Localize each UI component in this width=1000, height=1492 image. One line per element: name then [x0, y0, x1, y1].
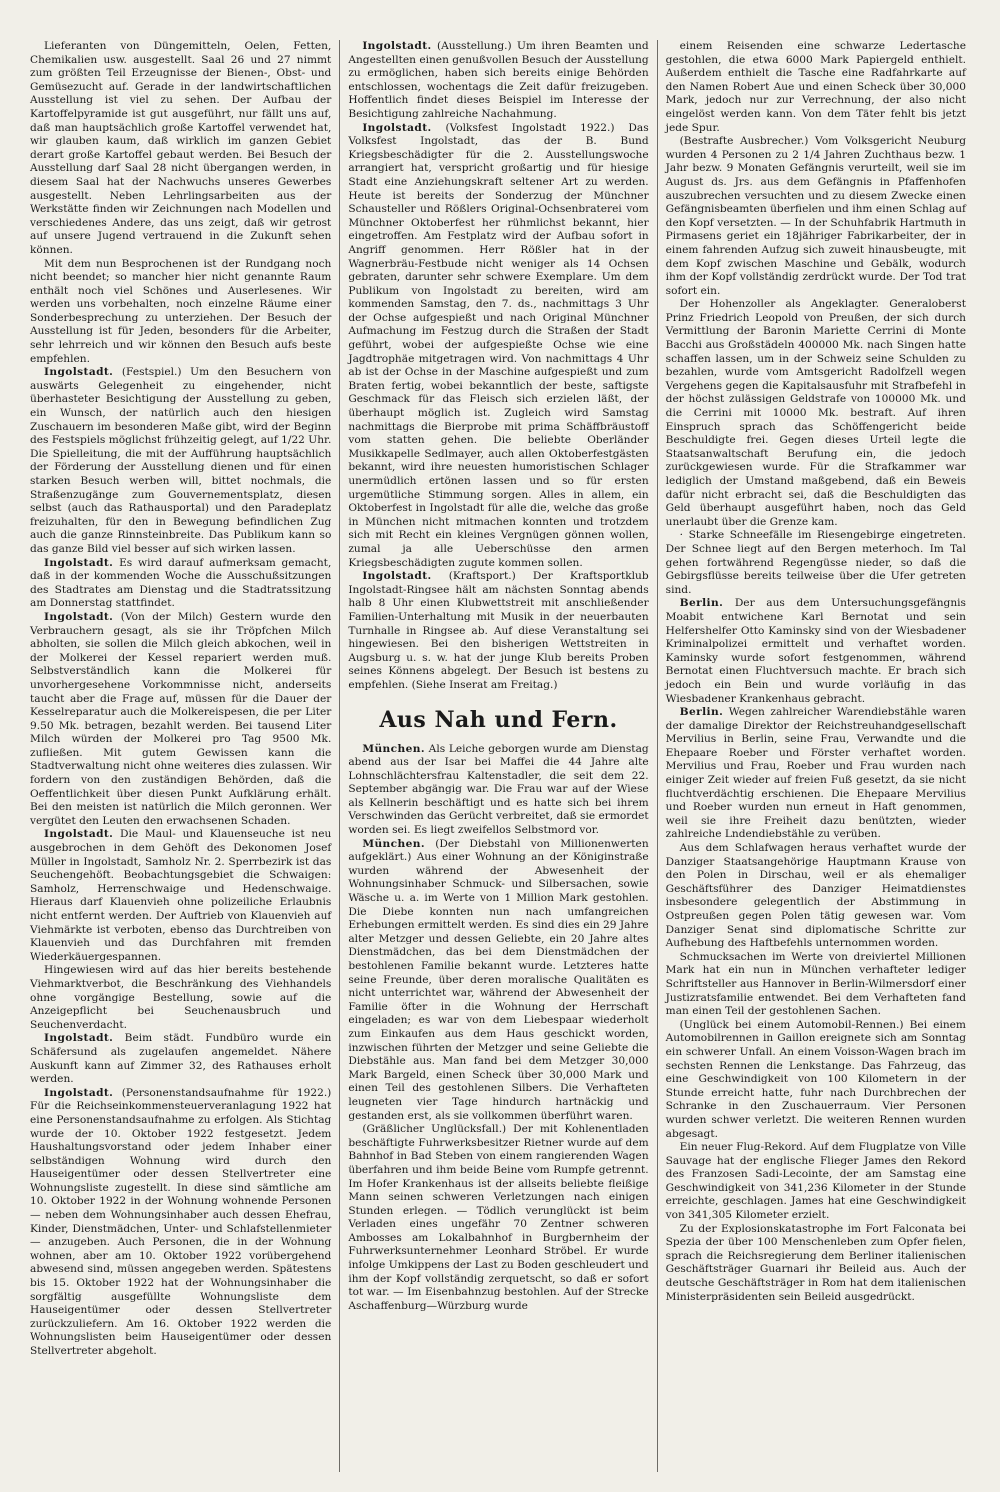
article-paragraph	[666, 1223, 966, 1305]
article-text: (Unglück bei einem Automobil-Rennen.) Bei einem Automobilrennen in Gaillon ereignete sich am Sonntag ein schwerer Unfall. An einem Voisson-Wagen brach im sechsten Rennen die Lenkstange. Das Fahrzeug, das eine Geschwindigkeit von 100 Kilometern in der Stunde erreicht hatte, fuhr nach Durchbrechen der Schranke in den Zuschauerraum. Vier Personen wurden schwer verletzt. Die weiteren Rennen wurden abgesagt.	[665, 1018, 966, 1140]
article-paragraph	[30, 557, 331, 611]
article-text: Die Maul- und Klauenseuche ist neu ausgebrochen in dem Gehöft des Dekonomen Josef Müller in Ingolstadt, Samholz Nr. 2. Sperrbezirk ist das Seuchengehöft. Beobachtungsgebiet die Schwaigen: Samholz, Herrenschwaige und Hedenschwaige. Hieraus darf Klauenvieh ohne polizeiliche Erlaubnis nicht entfernt werden. Der Auftrieb von Klauenvieh auf Viehmärkte ist verboten, ebenso das Durchtreiben von Klauenvieh und das Durchfahren mit fremden Wiederkäuergespannen.	[30, 828, 332, 963]
article-paragraph	[666, 842, 966, 951]
dateline: Berlin.	[679, 597, 724, 610]
dateline: München.	[362, 837, 425, 850]
article-text: Hingewiesen wird auf das hier bereits bestehende Viehmarktverbot, die Beschränkung des Viehhandels ohne vorgängige Bestellung, sowie auf die Anzeigepflicht bei Seuchenausbruch und Seuchenverdacht.	[30, 964, 332, 1031]
article-paragraph	[348, 1123, 648, 1313]
dateline: Ingolstadt.	[362, 40, 432, 52]
article-text: Mit dem nun Besprochenen ist der Rundgang noch nicht beendet; so mancher hier nicht genannte Raum enthält noch viel Schönes und Auserlesenes. Wir werden uns vorbehalten, noch einzelne Räume einer Sonderbesprechung zu unterziehen. Der Besuch der Ausstellung ist für Jeden, besonders für die Arbeiter, sehr lehrreich und wir können den Besuch aufs beste empfehlen.	[30, 257, 332, 365]
section-heading: Aus Nah und Fern.	[379, 706, 618, 733]
article-text: einem Reisenden eine schwarze Ledertasche gestohlen, die etwa 6000 Mark Papiergeld enthielt. Außerdem enthielt die Tasche eine Radfahrkarte auf den Namen Robert Aue und einen Scheck über 30,000 Mark, jedoch nur zur Verrechnung, der also nicht eingelöst werden kann. Von dem Täter fehlt bis jetzt jede Spur.	[665, 40, 966, 134]
dateline: Ingolstadt.	[362, 570, 432, 583]
article-text: Schmucksachen im Werte von dreiviertel Millionen Mark hat ein nun in München verhafteter lediger Schriftsteller aus Hannover in Berlin-Wilmersdorf einer Justizratsfamilie entwendet. Bei dem Verhafteten fand man einen Teil der gestohlenen Sachen.	[665, 950, 966, 1018]
article-text: (Von der Milch) Gestern wurde den Verbrauchern gesagt, als sie ihr Tröpfchen Milch abholten, sie sollen die Milch gleich abkochen, weil in der Molkerei der Kessel repariert werden muß. Selbstverständlich kann die Molkerei für unvorhergesehene Vorkommnisse nicht, anderseits taucht aber die Frage auf, müssen für die Dauer der Kesselreparatur auch die Molkereispesen, die per Liter 9.50 Mk. betragen, bezahlt werden. Bei tausend Liter Milch würden der Molkerei pro Tag 9500 Mk. zufließen. Mit gutem Gewissen kann die Stadtverwaltung nicht ohne weiteres dies zulassen. Wir fordern von den zuständigen Behörden, daß die Oeffentlichkeit über diesen Punkt Aufklärung erhält. Bei den meisten ist natürlich die Milch geronnen. Wer vergütet den Leuten den erwachsenen Schaden.	[30, 610, 332, 827]
article-text: Lieferanten von Düngemitteln, Oelen, Fetten, Chemikalien usw. ausgestellt. Saal 26 und 27 nimmt zum größten Teil Erzeugnisse der Bienen-, Obst- und Gemüsezucht auf. Gerade in der landwirtschaftlichen Ausstellung ist viel zu sehen. Der Aufbau der Kartoffelpyramide ist gut ausgeführt, nur fällt uns auf, daß man hauptsächlich große Kartoffel verwendet hat, wir glauben kaum, daß wirklich im ganzen Gebiet derart große Kartoffel gebaut werden. Bei Besuch der Ausstellung darf Saal 28 nicht übergangen werden, in diesem Saal hat der Nachwuchs unseres Gewerbes ausgestellt. Neben Lehrlingsarbeiten aus der Werkstätte finden wir Zeichnungen nach Modellen und verschiedenes Andere, das uns zeigt, daß wir getrost auf unsere Jugend vertrauend in die Zukunft sehen können.	[30, 40, 332, 256]
article-paragraph	[348, 570, 648, 692]
dateline: Ingolstadt.	[44, 366, 114, 379]
article-text: Ein neuer Flug-Rekord. Auf dem Flugplatze von Ville Sauvage hat der englische Flieger James den Rekord des Franzosen Sadi-Lecointe, der am Samstag eine Geschwindigkeit von 341,236 Kilometer in der Stunde erreichte, geschlagen. James hat eine Geschwindigkeit von 341,305 Kilometer erzielt.	[665, 1141, 966, 1222]
dateline: Ingolstadt.	[44, 610, 114, 623]
column-right	[657, 40, 974, 1472]
dateline: Ingolstadt.	[44, 828, 114, 841]
article-paragraph	[30, 1032, 331, 1086]
article-text: (Volksfest Ingolstadt 1922.) Das Volksfest Ingolstadt, das der B. Bund Kriegsbeschädigter für die 2. Ausstellungswoche arrangiert hat, verspricht großartig und für hiesige Stadt eine Anziehungskraft seltener Art zu werden. Heute ist bereits der Sonderzug der Münchner Schausteller und Rößlers Original-Ochsenbraterei vom Münchner Oktoberfest her rühmlichst bekannt, hier eingetroffen. Am Festplatz wird der Aufbau sofort in Angriff genommen. Herr Rößler hat in der Wagnerbräu-Festbude nicht weniger als 14 Ochsen gebraten, darunter sehr schwere Exemplare. Um dem Publikum von Ingolstadt zu bereiten, wird am kommenden Samstag, den 7. ds., nachmittags 3 Uhr der Ochse aufgespießt und nach Original Münchner Aufmachung im Festzug durch die Straßen der Stadt geführt, wobei der aufgespießte Ochse wie eine Jagdtrophäe mitgetragen wird. Von nachmittags 4 Uhr ab ist der Ochse in der Maschine aufgespießt und zum Braten fertig, wobei bekanntlich der beste, saftigste Geschmack für das Fleisch sich erzielen läßt, der überhaupt möglich ist. Zugleich wird Samstag nachmittags die Bierprobe mit prima Schäffbräustoff vom statten gehen. Die beliebte Oberländer Musikkapelle Sedlmayer, auch allen Oktoberfestgästen bekannt, wird ihre neuesten humoristischen Schlager unermüdlich ertönen lassen und so für ersten urgemütliche Stimmung sorgen. Alles in allem, ein Oktoberfest in Ingolstadt für alle die, welche das große in München nicht mitmachen konnten und trotzdem sich mit Recht ein kleines Vergnügen gönnen wollen, zumal ja alle Ueberschüsse den armen Kriegsbeschädigten zugute kommen sollen.	[348, 121, 649, 569]
article-text: (Festspiel.) Um den Besuchern von auswärts Gelegenheit zu eingehender, nicht überhasteter Besichtigung der Ausstellung zu geben, ein Wunsch, der natürlich auch den hiesigen Zuschauern im besonderen Maße gibt, wird der Beginn des Festspiels möglichst frühzeitig gelegt, auf 1/22 Uhr. Die Spielleitung, die mit der Aufführung hauptsächlich der Förderung der Ausstellung dienen und für einen starken Besuch werben will, bittet nochmals, die Straßenzugänge zum Gouvernementsplatz, diesen selbst (auch das Rathausportal) und den Paradeplatz freizuhalten, für den in Bewegung befindlichen Zug auch die ganze Rinnsteinbreite. Das Publikum kann so das ganze Bild viel besser auf sich wirken lassen.	[30, 366, 332, 555]
article-text: (Gräßlicher Unglücksfall.) Der mit Kohlenentladen beschäftigte Fuhrwerksbesitzer Rietner wurde auf dem Bahnhof in Bad Steben von einem rangierenden Wagen überfahren und ihm beide Beine vom Rumpfe getrennt. Im Hofer Krankenhaus ist der allseits beliebte fleißige Mann seinen schweren Verletzungen nach einigen Stunden erlegen. — Tödlich verunglückt ist beim Verladen eines ungefähr 70 Zentner schweren Ambosses am Lokalbahnhof in Burgbernheim der Fuhrwerksunternehmer Leonhard Ströbel. Er wurde infolge Umkippens der Last zu Boden geschleudert und ihm der Kopf vollständig zerquetscht, so daß er sofort tot war. — Im Eisenbahnzug bestohlen. Auf der Strecke Aschaffenburg—Würzburg wurde	[348, 1123, 649, 1312]
article-paragraph	[666, 597, 966, 706]
article-paragraph	[666, 1141, 966, 1223]
dateline: Ingolstadt.	[44, 556, 114, 569]
article-text: Beim städt. Fundbüro wurde ein Schäfersund als zugelaufen angemeldet. Nähere Auskunft kann auf Zimmer 32, des Rathauses erholt werden.	[30, 1032, 332, 1086]
dateline: Ingolstadt.	[44, 1032, 114, 1045]
article-text: Aus dem Schlafwagen heraus verhaftet wurde der Danziger Staatsangehörige Hauptmann Krause von den Polen in Dirschau, weil er als ehemaliger Geschäftsführer des Danziger Heimatdienstes insbesondere gelegentlich der Abstimmung in Ostpreußen gegen Polen tätig gewesen war. Vom Danziger Senat sind diplomatische Schritte zur Aufhebung des Haftbefehls unternommen worden.	[665, 842, 966, 950]
article-paragraph	[30, 828, 331, 964]
column-left	[22, 40, 339, 1472]
article-text: Der Hohenzoller als Angeklagter. Generaloberst Prinz Friedrich Leopold von Preußen, der sich durch Vermittlung der Baronin Mariette Cerrini di Monte Bacchi aus Großstädeln 400000 Mk. nach Singen hatte schaffen lassen, um in der Schweiz seine Schulden zu bezahlen, wurde vom Amtsgericht Radolfzell wegen Vergehens gegen die Kapitalsausfuhr mit Strafbefehl in der höchst zulässigen Geldstrafe von 100000 Mk. und die Cerrini mit 10000 Mk. bestraft. Auf ihren Einspruch sprach das Schöffengericht beide Beschuldigte frei. Gegen dieses Urteil legte die Staatsanwaltschaft Berufung ein, die jedoch zurückgewiesen wurde. Für die Strafkammer war lediglich der Umstand maßgebend, daß ein Beweis dafür nicht erbracht sei, daß die Beschuldigten das Geld überhaupt ausgeführt haben, noch das Geld unerlaubt über die Grenze kam.	[665, 298, 966, 528]
article-paragraph	[30, 964, 331, 1032]
article-paragraph	[666, 951, 966, 1019]
article-text: (Bestrafte Ausbrecher.) Vom Volksgericht Neuburg wurden 4 Personen zu 2 1/4 Jahren Zuchthaus bezw. 1 Jahr bezw. 9 Monaten Gefängnis verurteilt, weil sie im August ds. Jrs. aus dem Gefängnis in Pfaffenhofen auszubrechen versuchten und zu diesem Zwecke einen Gefängnisbeamten überfielen und ihm einen Schlag auf den Kopf versetzten. — In der Schuhfabrik Hartmuth in Pirmasens geriet ein 18jähriger Fabrikarbeiter, der in einem fahrenden Aufzug sich zuweit hinausbeugte, mit dem Kopf zwischen Maschine und Gebälk, wodurch ihm der Kopf vollständig zerdrückt wurde. Der Tod trat sofort ein.	[665, 135, 966, 297]
article-text: Der aus dem Untersuchungsgefängnis Moabit entwichene Karl Bernotat und sein Helfershelfer Otto Kaminsky sind von der Wiesbadener Kriminalpolizei ermittelt und verhaftet worden. Kaminsky wurde sofort festgenommen, während Bernotat einen Fluchtversuch machte. Er brach sich jedoch ein Bein und wurde vorläufig in das Wiesbadener Krankenhaus gebracht.	[665, 597, 966, 705]
article-text: Es wird darauf aufmerksam gemacht, daß in der kommenden Woche die Ausschußsitzungen des Stadtrates am Dienstag und die Stadtratssitzung am Donnerstag stattfindet.	[30, 556, 332, 610]
article-paragraph	[666, 1019, 966, 1141]
article-paragraph	[30, 258, 331, 367]
article-text: (Kraftsport.) Der Kraftsportklub Ingolstadt-Ringsee hält am nächsten Sonntag abends halb 8 Uhr einen Klubwettstreit mit anschließender Familien-Unterhaltung mit Musik in der neuerbauten Turnhalle in Ringsee ab. Auf diese Veranstaltung sei hingewiesen. Bei den bisherigen Wettstreiten in Augsburg u. s. w. hat der junge Klub bereits Proben seines Könnens abgelegt. Der Besuch ist bestens zu empfehlen. (Siehe Inserat am Freitag.)	[348, 570, 649, 691]
article-text: (Der Diebstahl von Millionenwerten aufgeklärt.) Aus einer Wohnung an der Königinstraße wurden während der Abwesenheit der Wohnungsinhaber Schmuck- und Silbersachen, sowie Wäsche u. a. im Werte von 1 Million Mark gestohlen. Die Diebe konnten nun nach umfangreichen Erhebungen ermittelt werden. Es sind dies ein 29 Jahre alter Metzger und dessen Geliebte, ein 20 Jahre altes Dienstmädchen, das bei dem Dienstmädchen der bestohlenen Familie bekannt wurde. Letzteres hatte seine Freunde, über deren moralische Qualitäten es nicht unterrichtet war, während der Abwesenheit der Familie öfter in die Wohnung der Herrschaft eingeladen; es war von dem Liebespaar wiederholt zum Einkaufen aus dem Haus geschickt worden, inzwischen führten der Metzger und seine Geliebte die Diebstähle aus. Man fand bei dem Metzger 30,000 Mark Bargeld, einen Scheck über 30,000 Mark und einen Teil des gestohlenen Silbers. Die Verhafteten leugneten vier Tage hindurch hartnäckig und gestanden erst, als sie vollkommen überführt waren.	[348, 837, 649, 1122]
article-paragraph	[30, 611, 331, 829]
article-paragraph	[348, 838, 648, 1123]
article-paragraph	[30, 40, 331, 258]
article-text: · Starke Schneefälle im Riesengebirge eingetreten. Der Schnee liegt auf den Bergen meterhoch. Im Tal gehen fortwährend Regengüsse nieder, so daß die Gebirgsflüsse bereits teilweise über die Ufer getreten sind.	[665, 529, 966, 596]
column-middle	[339, 40, 656, 1472]
article-paragraph	[30, 366, 331, 556]
article-text: (Personenstandsaufnahme für 1922.) Für die Reichseinkommensteuerveranlagung 1922 hat eine Personenstandsaufnahme zu erfolgen. Als Stichtag wurde der 10. Oktober 1922 festgesetzt. Jedem Haushaltungsvorstand oder jedem Inhaber einer selbständigen Wohnung wird durch den Hauseigentümer oder dessen Stellvertreter eine Wohnungsliste zugestellt. In diese sind sämtliche am 10. Oktober 1922 in der Wohnung wohnende Personen — neben dem Wohnungsinhaber auch dessen Ehefrau, Kinder, Dienstmädchen, Unter- und Schlafstellenmieter — anzugeben. Auch Personen, die in der Wohnung wohnen, aber am 10. Oktober 1922 vorübergehend abwesend sind, müssen angegeben werden. Spätestens bis 15. Oktober 1922 hat der Wohnungsinhaber die sorgfältig ausgefüllte Wohnungsliste dem Hauseigentümer oder dessen Stellvertreter zurückzuliefern. Am 16. Oktober 1922 werden die Wohnungslisten beim Hauseigentümer oder dessen Stellvertreter abgeholt.	[30, 1086, 332, 1357]
article-paragraph	[666, 135, 966, 298]
article-paragraph	[348, 40, 648, 122]
article-paragraph	[666, 529, 966, 597]
article-paragraph	[348, 743, 648, 838]
article-text: (Ausstellung.) Um ihren Beamten und Angestellten einen genußvollen Besuch der Ausstellung zu ermöglichen, haben sich bereits einige Behörden entschlossen, wochentags die Zeit dafür freizugeben. Hoffentlich findet dieses Beispiel im Interesse der Besichtigung zahlreiche Nachahmung.	[348, 40, 649, 120]
article-paragraph	[666, 40, 966, 135]
article-text: Wegen zahlreicher Warendiebstähle waren der damalige Direktor der Reichstreuhandgesellschaft Mervilius in Berlin, seine Frau, Verwandte und die Ehepaare Roeber und Förster verhaftet worden. Mervilius und Frau, Roeber und Frau wurden nach einiger Zeit wieder auf freien Fuß gesetzt, da sie nicht fluchtverdächtig erschienen. Die Ehepaare Mervilius und Roeber wurden nun erneut in Haft genommen, weil sie ihre Freiheit dazu benützten, wieder zahlreiche Lndendiebstähle zu verüben.	[665, 706, 966, 841]
dateline: München.	[362, 742, 425, 755]
article-text: Zu der Explosionskatastrophe im Fort Falconata bei Spezia der über 100 Menschenleben zum Opfer fielen, sprach die Reichsregierung dem Berliner italienischen Geschäftsträger Guarnari ihr Beileid aus. Auch der deutsche Geschäftsträger in Rom hat dem italienischen Ministerpräsidenten sein Beileid ausgedrückt.	[665, 1222, 966, 1303]
dateline: Berlin.	[679, 706, 724, 719]
dateline: Ingolstadt.	[362, 121, 432, 134]
article-paragraph	[348, 122, 648, 571]
dateline: Ingolstadt.	[44, 1086, 114, 1099]
article-paragraph	[666, 706, 966, 842]
article-text: Als Leiche geborgen wurde am Dienstag abend aus der Isar bei Maffei die 44 Jahre alte Lohnschlächtersfrau Kaltenstadler, die seit dem 22. September abgängig war. Die Frau war auf der Wiese als Kellnerin beschäftigt und es hatte sich bei ihrem Verschwinden das Gerücht verbreitet, daß sie ermordet worden sei. Es liegt zweifellos Selbstmord vor.	[348, 742, 649, 837]
article-paragraph	[30, 1087, 331, 1359]
article-paragraph	[666, 298, 966, 529]
